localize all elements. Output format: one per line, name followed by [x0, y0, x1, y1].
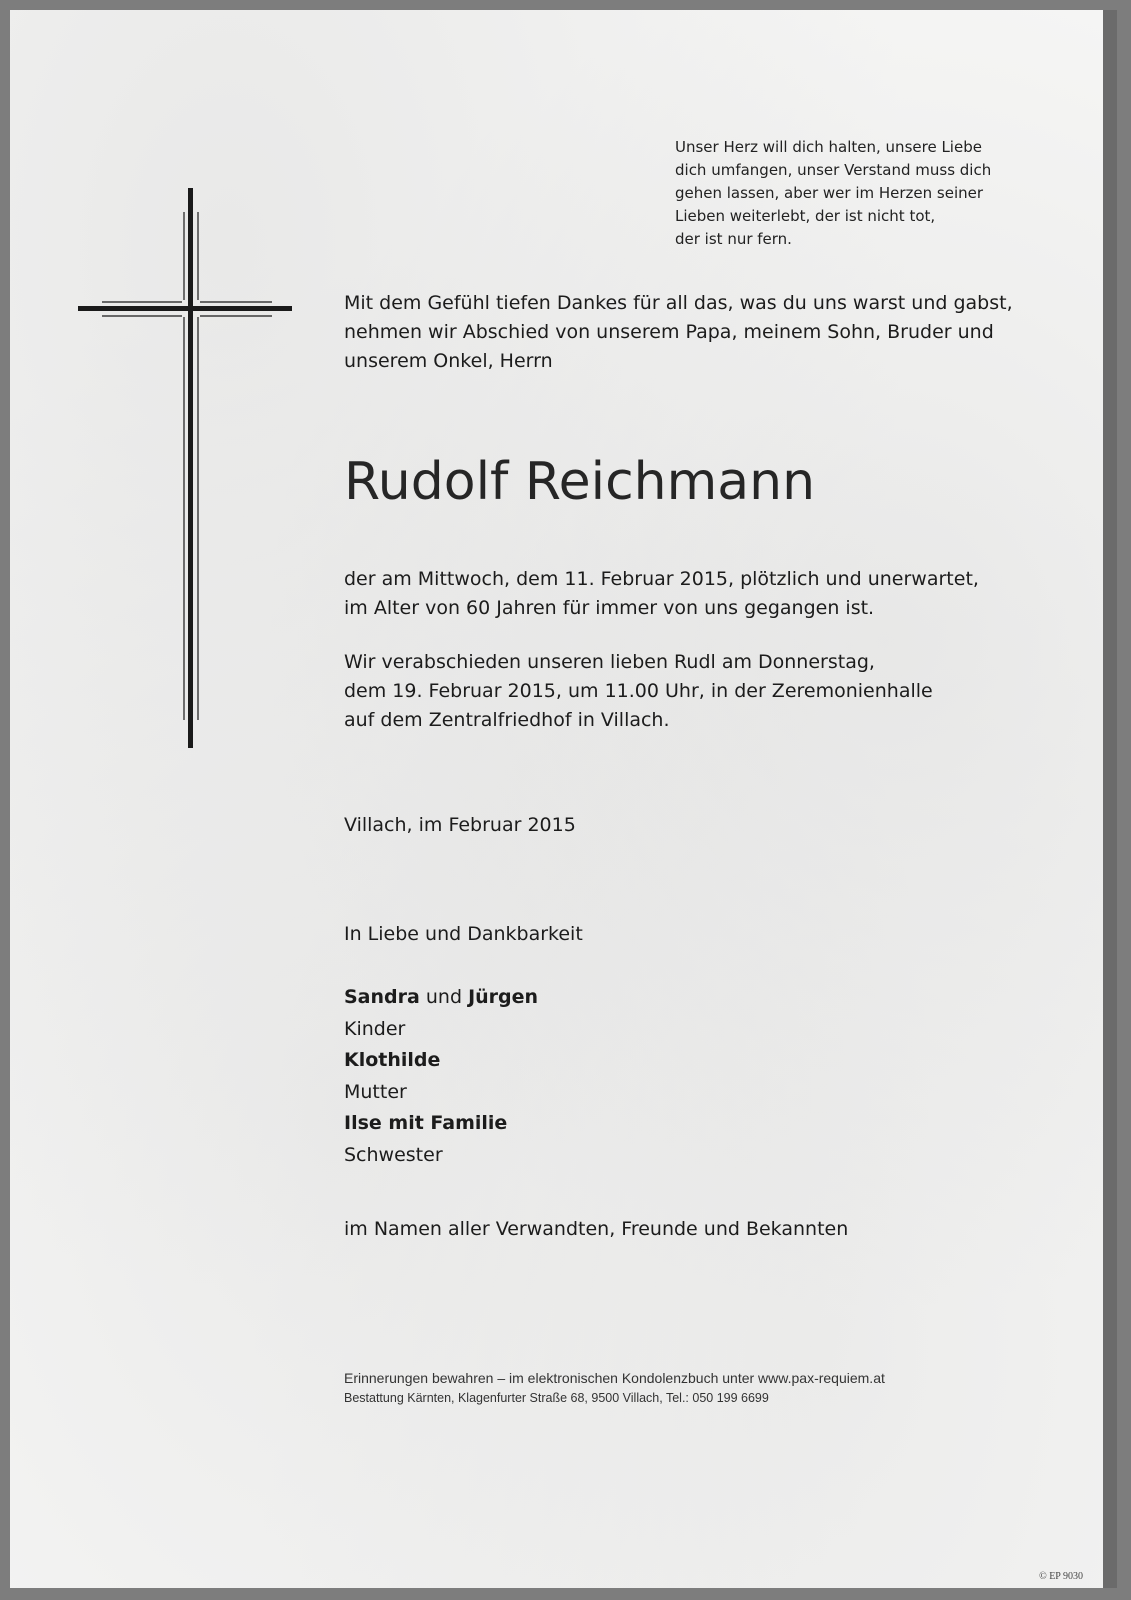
- funeral-line: dem 19. Februar 2015, um 11.00 Uhr, in der Zeremonienhalle: [344, 680, 933, 702]
- footer-condolence-line: Erinnerungen bewahren – im elektronischen Kondolenzbuch unter www.pax-requiem.at: [344, 1370, 885, 1386]
- memorial-quote: [675, 136, 1035, 251]
- obituary-page: [10, 10, 1117, 1588]
- closing-line: In Liebe und Dankbarkeit: [344, 923, 583, 945]
- mourners-list: [344, 982, 538, 1171]
- quote-line: der ist nur fern.: [675, 230, 792, 248]
- death-notice-line: der am Mittwoch, dem 11. Februar 2015, plötzlich und unerwartet,: [344, 568, 979, 590]
- mourner-relation: Mutter: [344, 1080, 407, 1103]
- copyright-mark: © EP 9030: [1039, 1571, 1083, 1582]
- quote-line: Unser Herz will dich halten, unsere Liebe: [675, 138, 982, 156]
- quote-line: dich umfangen, unser Verstand muss dich: [675, 161, 992, 179]
- footer-address-line: Bestattung Kärnten, Klagenfurter Straße 68, 9500 Villach, Tel.: 050 199 6699: [344, 1391, 769, 1405]
- intro-line: nehmen wir Abschied von unserem Papa, meinem Sohn, Bruder und: [344, 321, 994, 343]
- deceased-name: Rudolf Reichmann: [344, 452, 816, 512]
- funeral-line: auf dem Zentralfriedhof in Villach.: [344, 709, 670, 731]
- quote-line: gehen lassen, aber wer im Herzen seiner: [675, 184, 984, 202]
- intro-line: Mit dem Gefühl tiefen Dankes für all das, was du uns warst und gabst,: [344, 292, 1013, 314]
- mourner-children: [344, 982, 538, 1014]
- funeral-line: Wir verabschieden unseren lieben Rudl am Donnerstag,: [344, 651, 875, 673]
- place-date: Villach, im Februar 2015: [344, 814, 576, 836]
- intro-paragraph: [344, 289, 1013, 376]
- mourner-name: Sandra: [344, 986, 420, 1008]
- mourner-relation: Schwester: [344, 1143, 443, 1166]
- mourner-name: Klothilde: [344, 1049, 441, 1071]
- on-behalf-line: im Namen aller Verwandten, Freunde und Bekannten: [344, 1218, 849, 1240]
- funeral-paragraph: [344, 648, 933, 735]
- quote-line: Lieben weiterlebt, der ist nicht tot,: [675, 207, 936, 225]
- mourner-name: Ilse mit Familie: [344, 1112, 508, 1134]
- mourner-name: Jürgen: [468, 986, 539, 1008]
- death-notice-line: im Alter von 60 Jahren für immer von uns gegangen ist.: [344, 597, 875, 619]
- death-notice-paragraph: [344, 565, 979, 623]
- cross-icon: [78, 180, 292, 752]
- mourner-relation: Kinder: [344, 1017, 406, 1040]
- mourner-connector: und: [419, 986, 469, 1008]
- footer: [344, 1367, 885, 1407]
- intro-line: unserem Onkel, Herrn: [344, 350, 553, 372]
